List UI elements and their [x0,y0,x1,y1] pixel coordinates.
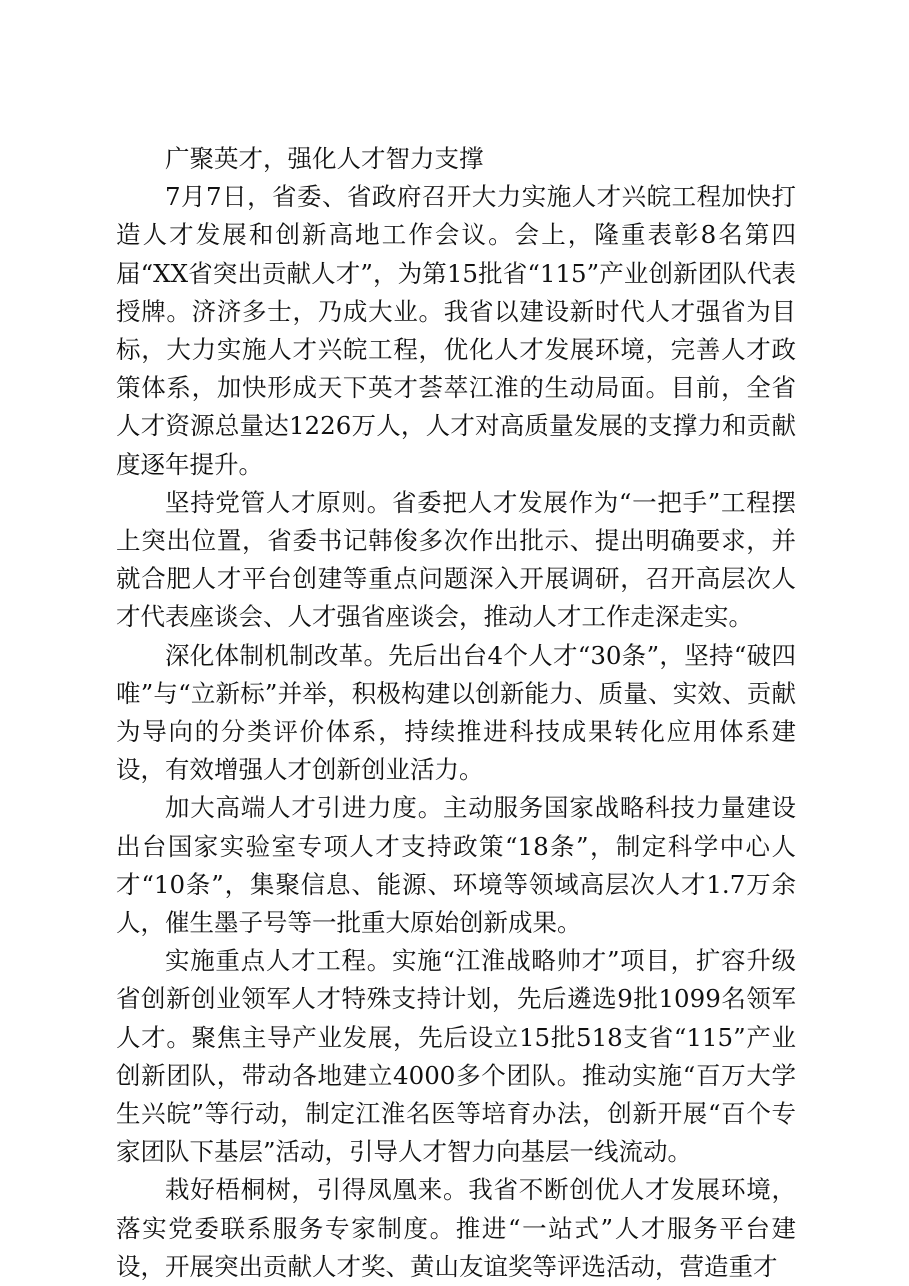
document-title: 广聚英才，强化人才智力支撑 [165,144,484,173]
paragraph-talent-introduction: 加大高端人才引进力度。主动服务国家战略科技力量建设出台国家实验室专项人才支持政策“18条”，制定科学中心人才“10条”，集聚信息、能源、环境等领域高层次人才1.7万余人，催生墨子号等一批重大原始创新成果。 [116,793,796,938]
paragraph-meeting: 7月7日，省委、省政府召开大力实施人才兴皖工程加快打造人才发展和创新高地工作会议。会上，隆重表彰8名第四届“XX省突出贡献人才”，为第15批省“115”产业创新团队代表授牌。济济多士，乃成大业。我省以建设新时代人才强省为目标，大力实施人才兴皖工程，优化人才发展环境，完善人才政策体系，加快形成天下英才荟萃江淮的生动局面。目前，全省人才资源总量达1226万人，人才对高质量发展的支撑力和贡献度逐年提升。 [116,182,796,479]
paragraph-party-leadership: 坚持党管人才原则。省委把人才发展作为“一把手”工程摆上突出位置，省委书记韩俊多次作出批示、提出明确要求，并就合肥人才平台创建等重点问题深入开展调研，召开高层次人才代表座谈会、人才强省座谈会，推动人才工作走深走实。 [116,487,796,632]
paragraph-talent-projects: 实施重点人才工程。实施“江淮战略帅才”项目，扩容升级省创新创业领军人才特殊支持计划，先后遴选9批1099名领军人才。聚焦主导产业发展，先后设立15批518支省“115”产业创新团队，带动各地建立4000多个团队。推动实施“百万大学生兴皖”等行动，制定江淮名医等培育办法，创新开展“百个专家团队下基层”活动，引导人才智力向基层一线流动。 [116,946,796,1167]
document-body [116,140,796,1286]
paragraph-environment: 栽好梧桐树，引得凤凰来。我省不断创优人才发展环境，落实党委联系服务专家制度。推进“一站式”人才服务平台建设，开展突出贡献人才奖、黄山友谊奖等评选活动，营造重才 [116,1175,796,1281]
paragraph-reform: 深化体制机制改革。先后出台4个人才“30条”，坚持“破四唯”与“立新标”并举，积极构建以创新能力、质量、实效、贡献为导向的分类评价体系，持续推进科技成果转化应用体系建设，有效增强人才创新创业活力。 [116,640,796,785]
